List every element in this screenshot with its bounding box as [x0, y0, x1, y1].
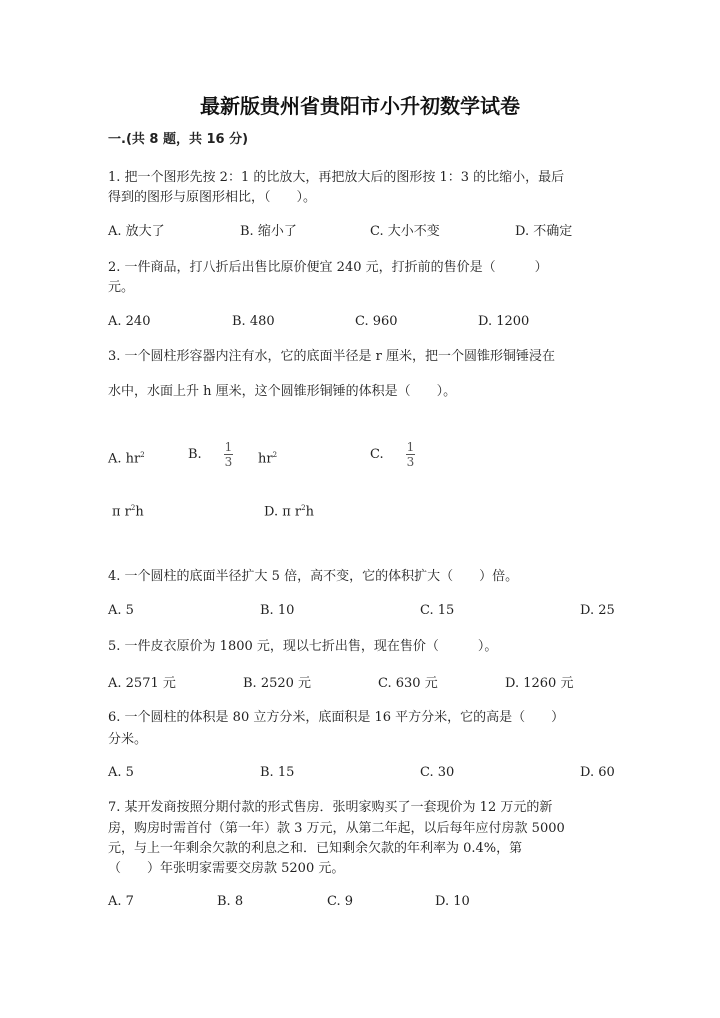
- question-5-line: 5. 一件皮衣原价为 1800 元，现以七折出售，现在售价（ ）。: [108, 639, 498, 654]
- question-7-line: 7. 某开发商按照分期付款的形式售房．张明家购买了一套现价为 12 万元的新: [108, 800, 553, 815]
- option: A. 5: [108, 603, 134, 618]
- option: C. 大小不变: [370, 224, 440, 239]
- option-b-tail: [258, 447, 277, 467]
- option: B. 2520 元: [243, 676, 312, 691]
- option: B. 缩小了: [240, 224, 297, 239]
- option: D. 10: [435, 894, 470, 909]
- option-text: A. hr: [108, 451, 141, 467]
- superscript: 2: [130, 504, 136, 512]
- option-c: C.: [370, 447, 384, 462]
- superscript: 2: [301, 504, 306, 512]
- option: D. 25: [580, 603, 615, 618]
- option: C. 30: [420, 765, 455, 780]
- question-7-line: 元，与上一年剩余欠款的利息之和．已知剩余欠款的年利率为 0.4%，第: [108, 841, 523, 856]
- option-text: hr: [258, 451, 273, 467]
- option-text: h: [135, 504, 144, 520]
- fraction: [224, 441, 233, 468]
- section-header: 一.(共 8 题，共 16 分): [108, 132, 249, 147]
- question-4-line: 4. 一个圆柱的底面半径扩大 5 倍，高不变，它的体积扩大（ ）倍。: [108, 569, 519, 584]
- option: C. 960: [355, 314, 398, 329]
- option-text: h: [305, 504, 314, 520]
- superscript: 2: [272, 451, 278, 459]
- question-2-line: 元。: [108, 280, 135, 295]
- option: A. 240: [108, 314, 151, 329]
- option: D. 1260 元: [505, 676, 574, 691]
- question-2-line: 2. 一件商品，打八折后出售比原价便宜 240 元，打折前的售价是（ ）: [108, 260, 548, 275]
- option: B. 10: [260, 603, 295, 618]
- option-text: π r: [112, 504, 131, 520]
- option: D. 不确定: [515, 224, 573, 239]
- superscript: 2: [140, 451, 145, 459]
- option-b: B.: [188, 447, 202, 462]
- question-6-line: 分米。: [108, 732, 148, 747]
- option-d: [264, 500, 314, 520]
- denominator: 3: [406, 455, 415, 469]
- page-title: 最新版贵州省贵阳市小升初数学试卷: [200, 94, 520, 118]
- option: C. 9: [327, 894, 354, 909]
- option-c-tail: [112, 500, 144, 520]
- option: D. 1200: [478, 314, 530, 329]
- denominator: 3: [224, 455, 233, 469]
- question-1-line: 1. 把一个图形先按 2：1 的比放大，再把放大后的图形按 1：3 的比缩小，最后: [108, 170, 565, 185]
- option: A. 放大了: [108, 224, 165, 239]
- question-6-line: 6. 一个圆柱的体积是 80 立方分米，底面积是 16 平方分米，它的高是（ ）: [108, 710, 565, 725]
- fraction: [406, 441, 415, 468]
- question-3-line: 3. 一个圆柱形容器内注有水，它的底面半径是 r 厘米，把一个圆锥形铜锤浸在: [108, 349, 556, 364]
- numerator: 1: [406, 440, 415, 454]
- option: B. 480: [232, 314, 275, 329]
- option: B. 8: [217, 894, 244, 909]
- option-a: [108, 447, 145, 467]
- question-7-line: 房，购房时需首付（第一年）款 3 万元，从第二年起，以后每年应付房款 5000: [108, 821, 565, 836]
- option: A. 2571 元: [108, 676, 176, 691]
- option: D. 60: [580, 765, 615, 780]
- question-7-line: （ ）年张明家需要交房款 5200 元。: [108, 861, 345, 876]
- option: A. 7: [108, 894, 134, 909]
- option: C. 15: [420, 603, 455, 618]
- question-1-line: 得到的图形与原图形相比，（ ）。: [108, 190, 317, 205]
- question-3-line: 水中，水面上升 h 厘米，这个圆锥形铜锤的体积是（ ）。: [108, 384, 457, 399]
- option: B. 15: [260, 765, 295, 780]
- option: C. 630 元: [378, 676, 438, 691]
- option-text: D. π r: [264, 504, 302, 520]
- option: A. 5: [108, 765, 134, 780]
- numerator: 1: [224, 440, 233, 454]
